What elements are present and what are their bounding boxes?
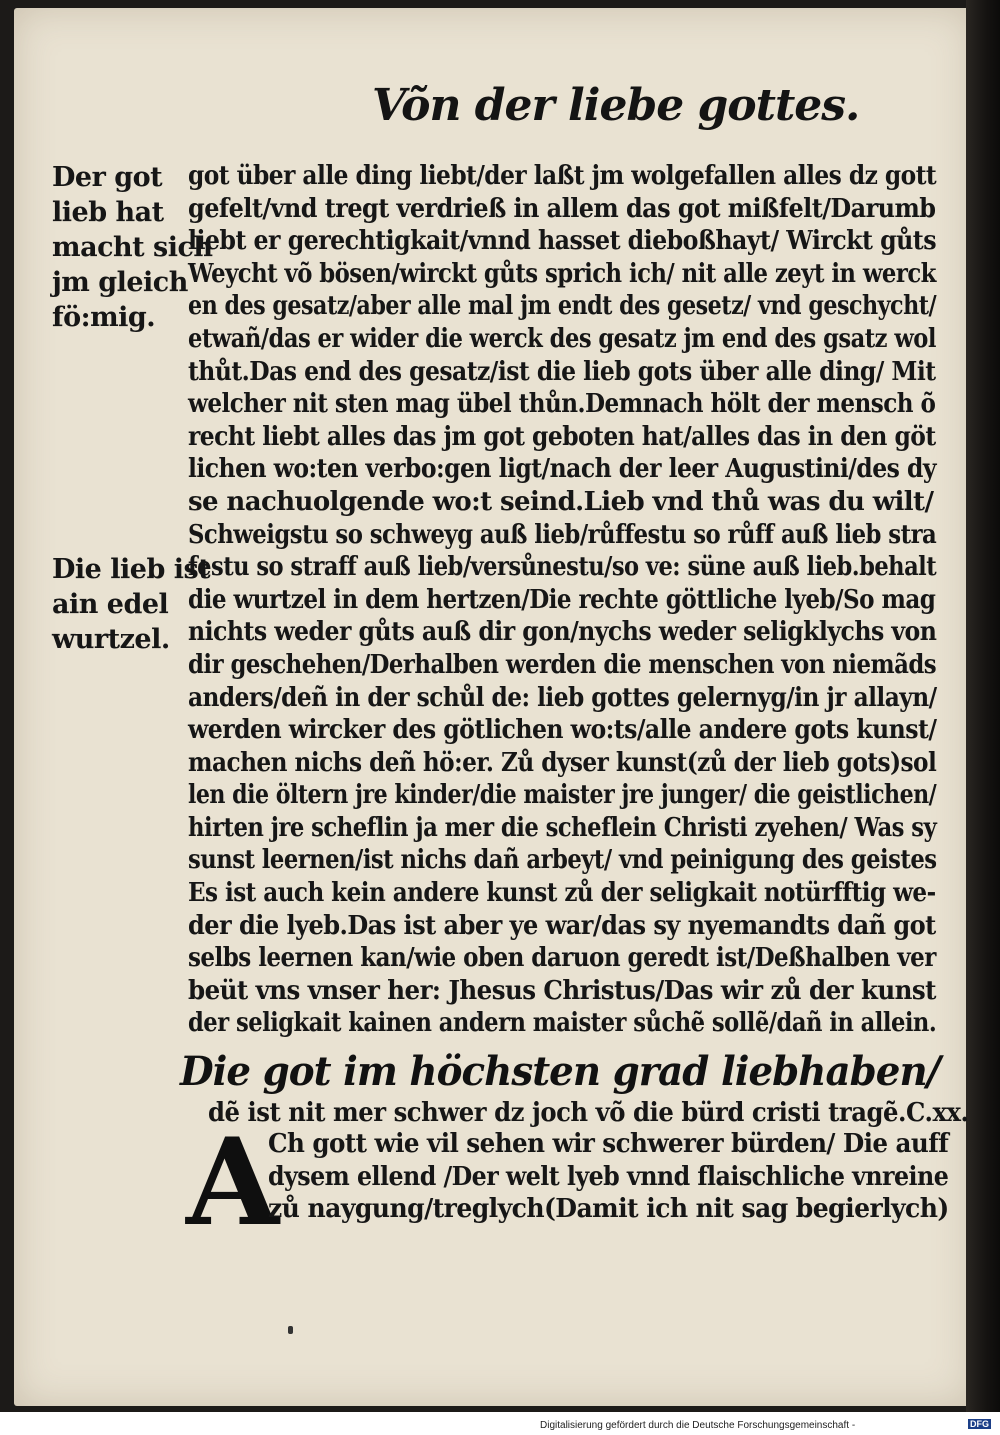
text-line: got über alle ding liebt/der laßt jm wolgefallen alles dz gott [188, 161, 937, 191]
text-line: der seligkait kainen andern maister sůchẽ sollẽ/dañ in allein. [188, 1008, 937, 1039]
text-line: gefelt/vnd tregt verdrieß in allem das got mißfelt/Darumb [188, 193, 936, 224]
text-line: thůt.Das end des gesatz/ist die lieb gots über alle ding/ Mit [188, 356, 936, 387]
text-line: nichts weder gůts auß dir gon/nychs weder seligklychs von [188, 617, 937, 648]
ink-mark [288, 1326, 293, 1334]
page-edge-shadow [966, 0, 1000, 1412]
text-line: werden wircker des götlichen wo:ts/alle andere gots kunst/ [188, 715, 937, 746]
marginal-line: Die lieb ist [52, 554, 211, 585]
marginal-line: jm gleich [52, 267, 188, 298]
decorated-initial: A [186, 1112, 280, 1253]
text-line: der die lyeb.Das ist aber ye war/das sy nyemandts dañ got [188, 910, 936, 941]
text-line: die wurtzel in dem hertzen/Die rechte göttliche lyeb/So mag [188, 584, 936, 615]
text-line: etwañ/das er wider die werck des gesatz jm end des gsatz wol [188, 323, 936, 354]
marginal-line: fö:mig. [52, 302, 156, 333]
dfg-logo: DFG [970, 1419, 989, 1429]
text-line: sunst leernen/ist nichs dañ arbeyt/ vnd peinigung des geistes [188, 845, 937, 876]
chapter-text-block [268, 1128, 948, 1226]
text-line: machen nichs deñ hö:er. Zů dyser kunst(zů der lieb gots)sol [188, 747, 937, 778]
text-line: Schweigstu so schweyg auß lieb/růffestu so růff auß lieb stra [188, 519, 937, 550]
marginal-line: Der got [52, 162, 163, 193]
text-line: recht liebt alles das jm got geboten hat/alles das in den göt [188, 421, 936, 452]
text-line: liebt er gerechtigkait/vnnd hasset dieboßhayt/ Wirckt gůts [188, 226, 936, 257]
text-line: anders/deñ in der schůl de: lieb gottes gelernyg/in jr allayn/ [188, 682, 937, 713]
text-line: dysem ellend /Der welt lyeb vnnd flaischliche vnreine [268, 1161, 949, 1192]
text-line: Weycht võ bösen/wirckt gůts sprich ich/ nit alle zeyt in werck [188, 258, 936, 289]
text-line: en des gesatz/aber alle mal jm endt des gesetz/ vnd geschycht/ [188, 291, 937, 322]
chapter-heading: Die got im höchsten grad liebhaben/ [180, 1048, 940, 1095]
text-line: festu so straff auß lieb/versůnestu/so ve: süne auß lieb.behalt [188, 552, 937, 583]
marginal-note-2 [52, 552, 211, 657]
marginal-line: ain edel [52, 589, 169, 620]
marginal-line: lieb hat [52, 197, 164, 228]
marginal-line: wurtzel. [52, 624, 170, 655]
text-line: selbs leernen kan/wie oben daruon geredt ist/Deßhalben ver [188, 943, 936, 974]
text-line: Ch gott wie vil sehen wir schwerer bürden/ Die auff [268, 1129, 949, 1159]
text-line: beüt vns vnser her: Jhesus Christus/Das wir zů der kunst [188, 975, 936, 1006]
text-line: dir geschehen/Derhalben werden die menschen von niemãds [188, 649, 937, 680]
running-head: Võn der liebe gottes. [372, 80, 860, 131]
text-line: zů naygung/treglych(Damit ich nit sag begierlych) [268, 1194, 949, 1225]
marginal-line: macht sich [52, 232, 213, 263]
text-line: len die öltern jre kinder/die maister jre junger/ die geistlichen/ [188, 780, 937, 811]
marginal-note-1 [52, 160, 213, 335]
text-line: hirten jre scheflin ja mer die scheflein Christi zyehen/ Was sy [188, 812, 937, 843]
text-line: lichen wo:ten verbo:gen ligt/nach der leer Augustini/des dy [188, 454, 936, 485]
text-line: welcher nit sten mag übel thůn.Demnach hölt der mensch õ [188, 389, 936, 420]
chapter-subheading: dẽ ist nit mer schwer dz joch võ die bürd cristi tragẽ.C.xx. [208, 1098, 969, 1128]
text-line: Es ist auch kein andere kunst zů der seligkait notürfftig we- [188, 878, 936, 909]
text-line: se nachuolgende wo:t seind.Lieb vnd thů was du wilt/ [188, 486, 934, 517]
footer-credit: Digitalisierung gefördert durch die Deutsche Forschungsgemeinschaft - [540, 1420, 856, 1431]
main-text-block [188, 160, 936, 1040]
